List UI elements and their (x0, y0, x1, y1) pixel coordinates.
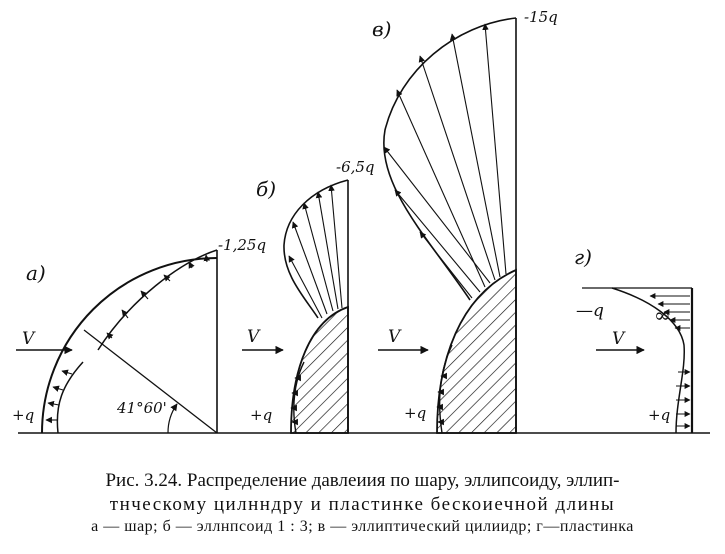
panel-d-stagnation-label: +q (648, 406, 671, 424)
panel-a-label: а) (26, 261, 46, 285)
ellipsoid-suction-arrows (289, 185, 342, 318)
panel-b-ellipsoid (242, 158, 375, 433)
panel-b-stagnation-label: +q (250, 406, 273, 424)
caption-legend: а — шар; б — эллнпсоид 1 : 3; в — эллиптический цилиидр; г—пластинка (91, 518, 634, 535)
panel-a-velocity-label: V (22, 329, 35, 349)
panel-b-velocity-label: V (247, 327, 260, 347)
panel-a-angle-label: 41°60' (117, 399, 167, 417)
panel-c-elliptic-cylinder (372, 8, 558, 433)
panel-a-stagnation-label: +q (12, 406, 35, 424)
cylinder-suction-arrows (384, 24, 506, 298)
ellipsoid-body (291, 307, 348, 433)
panel-a-sphere (12, 236, 266, 433)
panel-d-infinity-label: ∞ (654, 303, 671, 327)
caption-line-2: тнческому цилнндру и пластинке бескоиечной длины (109, 494, 616, 515)
sphere-suction-curve (98, 250, 217, 350)
sphere-positive-curve (57, 362, 83, 433)
panel-d-label: г) (574, 245, 592, 269)
plate-positive-arrows (676, 372, 690, 426)
caption-line-1: Рис. 3.24. Распределение давлеиия по шару, эллипсоиду, эллип- (105, 470, 620, 491)
panel-d-velocity-label: V (612, 329, 625, 349)
panel-c-peak-label: -15q (524, 8, 558, 26)
panel-b-label: б) (256, 177, 277, 201)
angle-arc (168, 404, 177, 433)
panel-b-peak-label: -6,5q (336, 158, 375, 176)
panel-d-flat-plate (574, 245, 692, 433)
panel-c-stagnation-label: +q (404, 404, 427, 422)
sphere-radius-line (84, 330, 217, 433)
panel-a-peak-label: -1,25q (218, 236, 267, 254)
panel-d-edge-label: —q (576, 301, 604, 321)
panel-c-velocity-label: V (388, 327, 401, 347)
sphere-suction-arrows (107, 255, 207, 338)
panel-c-label: в) (372, 17, 392, 41)
